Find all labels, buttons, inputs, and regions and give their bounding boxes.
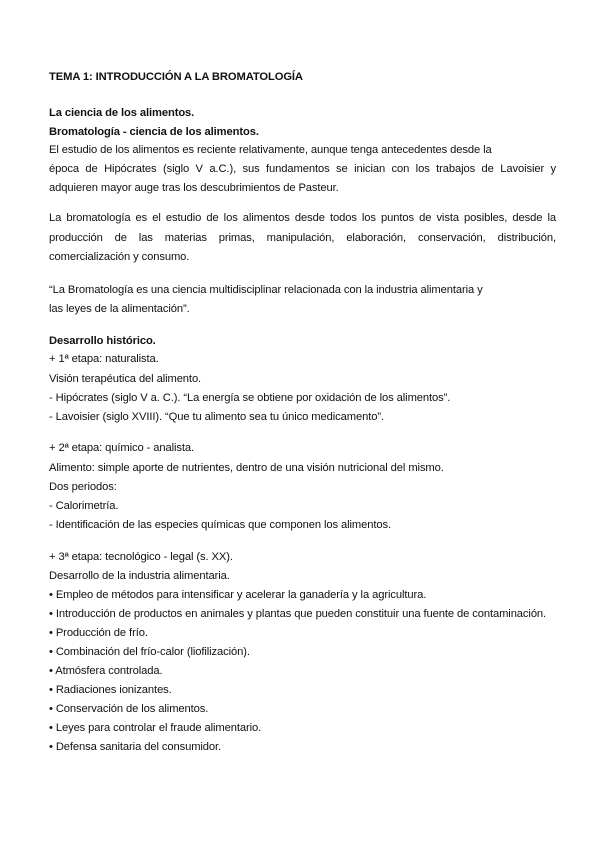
paragraph-line: adquieren mayor auge tras los descubrimientos de Pasteur. — [49, 182, 339, 194]
stage-title: + 1ª etapa: naturalista. — [49, 353, 159, 365]
stage-line: Dos periodos: — [49, 481, 117, 493]
quote-line: “La Bromatología es una ciencia multidisciplinar relacionada con la industria alimentaria y — [49, 284, 483, 296]
bullet-item: • Conservación de los alimentos. — [49, 703, 209, 715]
stage-line: - Lavoisier (siglo XVIII). “Que tu alimento sea tu único medicamento”. — [49, 411, 384, 423]
paragraph-line: comercialización y consumo. — [49, 251, 190, 263]
document-title: TEMA 1: INTRODUCCIÓN A LA BROMATOLOGÍA — [49, 71, 303, 83]
paragraph-line: El estudio de los alimentos es reciente relativamente, aunque tenga antecedentes desde la — [49, 144, 492, 156]
paragraph-line: La bromatología es el estudio de los alimentos desde todos los puntos de vista posibles, desde la — [49, 212, 556, 224]
stage-line: - Identificación de las especies químicas que componen los alimentos. — [49, 519, 391, 531]
history-heading: Desarrollo histórico. — [49, 335, 156, 347]
section-heading: La ciencia de los alimentos. — [49, 107, 195, 119]
bullet-item: • Defensa sanitaria del consumidor. — [49, 741, 222, 753]
stage-line: - Calorimetría. — [49, 500, 119, 512]
bullet-item: • Combinación del frío-calor (liofilización). — [49, 646, 250, 658]
stage-line: Visión terapéutica del alimento. — [49, 373, 202, 385]
stage-intro: Desarrollo de la industria alimentaria. — [49, 570, 230, 582]
quote-line: las leyes de la alimentación”. — [49, 303, 190, 315]
bullet-item: • Atmósfera controlada. — [49, 665, 163, 677]
stage-line: - Hipócrates (siglo V a. C.). “La energía se obtiene por oxidación de los alimentos”. — [49, 392, 451, 404]
paragraph-line: producción de las materias primas, manipulación, elaboración, conservación, distribución, — [49, 232, 556, 244]
bullet-item: • Empleo de métodos para intensificar y acelerar la ganadería y la agricultura. — [49, 589, 427, 601]
paragraph-line: época de Hipócrates (siglo V a.C.), sus fundamentos se inician con los trabajos de Lavoisier y — [49, 163, 556, 175]
stage-title: + 2ª etapa: químico - analista. — [49, 442, 195, 454]
section-subheading: Bromatología - ciencia de los alimentos. — [49, 126, 259, 138]
bullet-item: • Producción de frío. — [49, 627, 148, 639]
bullet-item: • Introducción de productos en animales y plantas que pueden constituir una fuente de contaminación. — [49, 608, 547, 620]
bullet-item: • Radiaciones ionizantes. — [49, 684, 172, 696]
stage-line: Alimento: simple aporte de nutrientes, dentro de una visión nutricional del mismo. — [49, 462, 444, 474]
stage-title: + 3ª etapa: tecnológico - legal (s. XX). — [49, 551, 233, 563]
bullet-item: • Leyes para controlar el fraude alimentario. — [49, 722, 262, 734]
